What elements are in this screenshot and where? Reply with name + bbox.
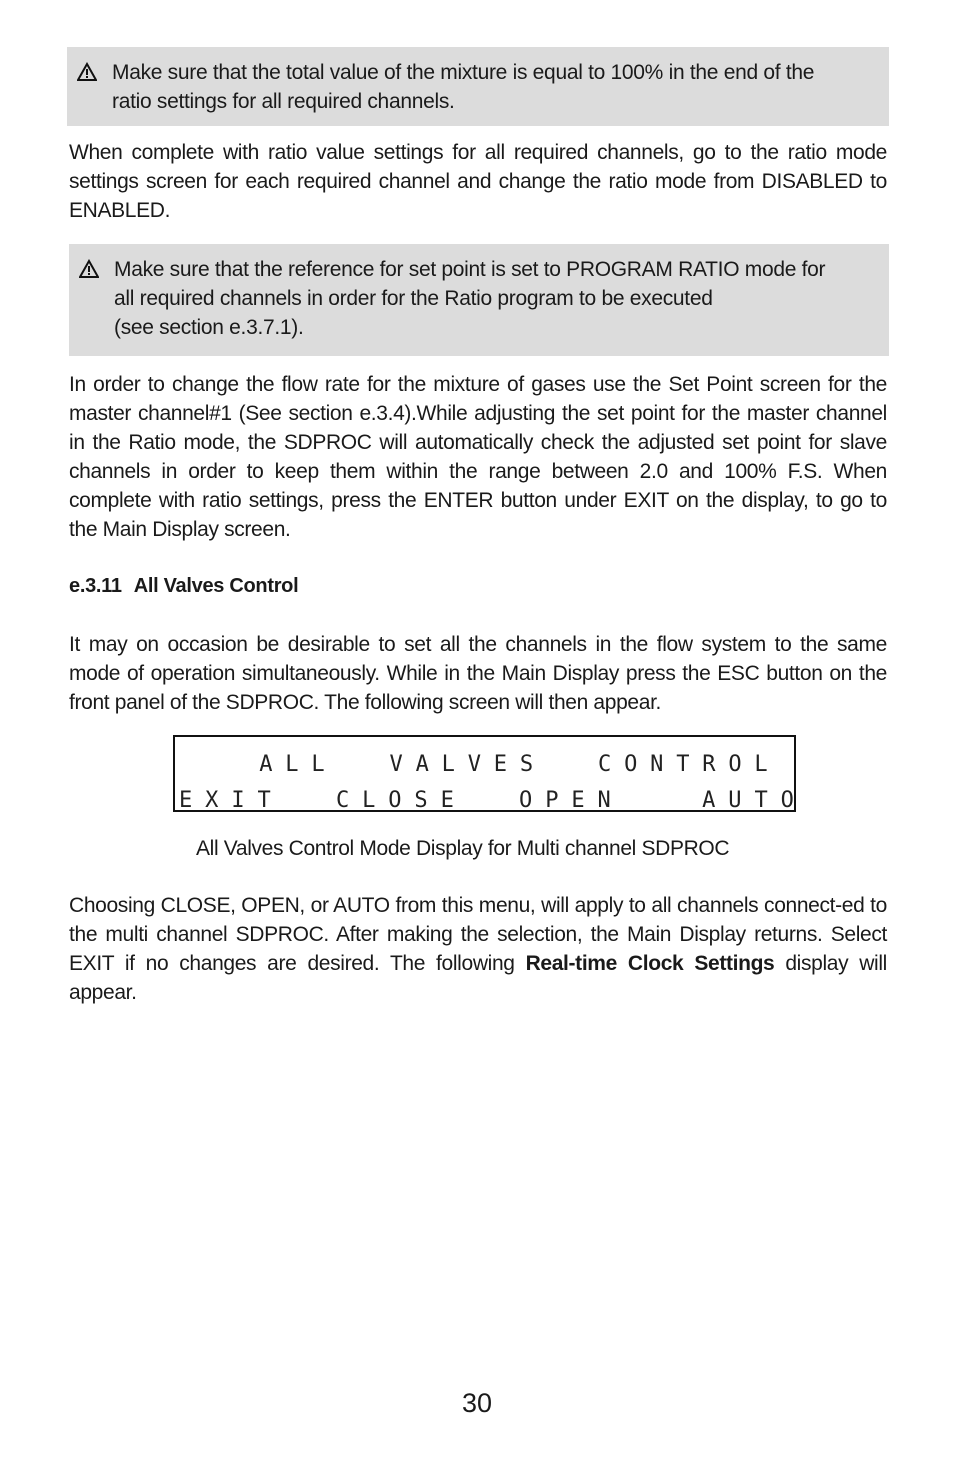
page-number: 30 [461, 1388, 493, 1418]
choosing-bold-text: Real-time Clock Settings [525, 952, 775, 975]
lcd-char: N [597, 788, 613, 813]
lcd-char [572, 752, 585, 777]
lcd-char [233, 752, 246, 777]
note-line: all required channels in order for the Ratio program to be executed [114, 287, 713, 310]
lcd-char: O [780, 788, 796, 813]
choosing-text: Choosing CLOSE, OPEN, or AUTO from this menu, will apply to all channels connect-ed to the multi channel SDPROC. After making the selection, the Main Display returns. Select EXIT if no changes are desired. The following [69, 894, 887, 975]
lcd-char: U [728, 788, 744, 813]
paragraph-intro: It may on occasion be desirable to set all the channels in the flow system to the same mode of operation simultaneously. While in the Main Display press the ESC button on the front panel of the SDPROC. The following screen will then appear. [69, 633, 887, 714]
paragraph-ratio-complete: When complete with ratio value settings for all required channels, go to the ratio mode settings screen for each required channel and change the ratio mode from DISABLED to ENABLED. [69, 141, 887, 222]
lcd-char [467, 788, 480, 813]
lcd-char: I [231, 788, 247, 813]
warning-triangle-icon [79, 259, 99, 279]
lcd-char [284, 788, 297, 813]
note-line: (see section e.3.7.1). [114, 316, 304, 339]
lcd-char: V [467, 752, 483, 777]
lcd-char: L [285, 752, 300, 777]
warning-note-set-point [69, 244, 889, 356]
section-number: e.3.11 [69, 575, 122, 597]
lcd-char: L [362, 788, 377, 813]
lcd-char [310, 788, 323, 813]
lcd-char [181, 752, 194, 777]
lcd-char [624, 788, 637, 813]
warning-note-mixture [67, 47, 889, 126]
lcd-char: A [259, 752, 274, 777]
warning-triangle-icon [77, 62, 97, 82]
lcd-char: A [415, 752, 431, 777]
lcd-char: C [598, 752, 613, 777]
lcd-char: S [519, 752, 535, 777]
lcd-char [780, 752, 793, 777]
lcd-display [173, 735, 796, 812]
lcd-char: L [441, 752, 457, 777]
lcd-char: O [388, 788, 403, 813]
note-line: Make sure that the reference for set point is set to PROGRAM RATIO mode for [114, 258, 826, 281]
lcd-char: V [389, 752, 405, 777]
figure-caption: All Valves Control Mode Display for Multi channel SDPROC [196, 837, 730, 860]
lcd-char: T [257, 788, 273, 813]
section-heading [69, 572, 298, 601]
note-line: ratio settings for all required channels. [112, 90, 455, 113]
lcd-char: L [754, 752, 770, 777]
lcd-char [363, 752, 376, 777]
lcd-char: S [414, 788, 430, 813]
lcd-line-2 [179, 788, 794, 813]
lcd-line-1 [181, 752, 794, 777]
note-line: Make sure that the total value of the mixture is equal to 100% in the end of the [112, 61, 815, 84]
lcd-char: T [676, 752, 691, 777]
lcd-char: O [519, 788, 534, 813]
lcd-char: P [545, 788, 560, 813]
warning-note-text [114, 255, 875, 342]
lcd-char: L [311, 752, 327, 777]
lcd-char [207, 752, 220, 777]
lcd-char: E [571, 788, 587, 813]
lcd-char: A [702, 788, 717, 813]
lcd-char: E [493, 752, 509, 777]
lcd-char: T [754, 788, 770, 813]
section-title: All Valves Control [133, 575, 299, 597]
paragraph-flow-rate: In order to change the flow rate for the mixture of gases use the Set Point screen for the master channel#1 (See section e.3.4).While adjusting the set point for the master channel in the Ratio mode, the SDPROC will automatically check the adjusted set point for slave channels in order to keep them within the range between 2.0 and 100% F.S. When complete with ratio settings, press the ENTER button under EXIT on the display, to go to the Main Display screen. [69, 373, 887, 541]
lcd-char [676, 788, 689, 813]
warning-note-text [112, 58, 875, 116]
choosing-text-end: display will appear. [69, 952, 887, 1004]
lcd-char: O [624, 752, 639, 777]
lcd-char: X [205, 788, 220, 813]
lcd-char: C [335, 788, 351, 813]
lcd-char: R [702, 752, 717, 777]
lcd-char: N [650, 752, 665, 777]
lcd-char [546, 752, 559, 777]
lcd-char: E [440, 788, 456, 813]
lcd-char [337, 752, 350, 777]
lcd-char [493, 788, 506, 813]
lcd-char [650, 788, 663, 813]
paragraph-choosing [69, 891, 887, 1007]
lcd-char: O [728, 752, 744, 777]
lcd-char: E [179, 788, 194, 813]
